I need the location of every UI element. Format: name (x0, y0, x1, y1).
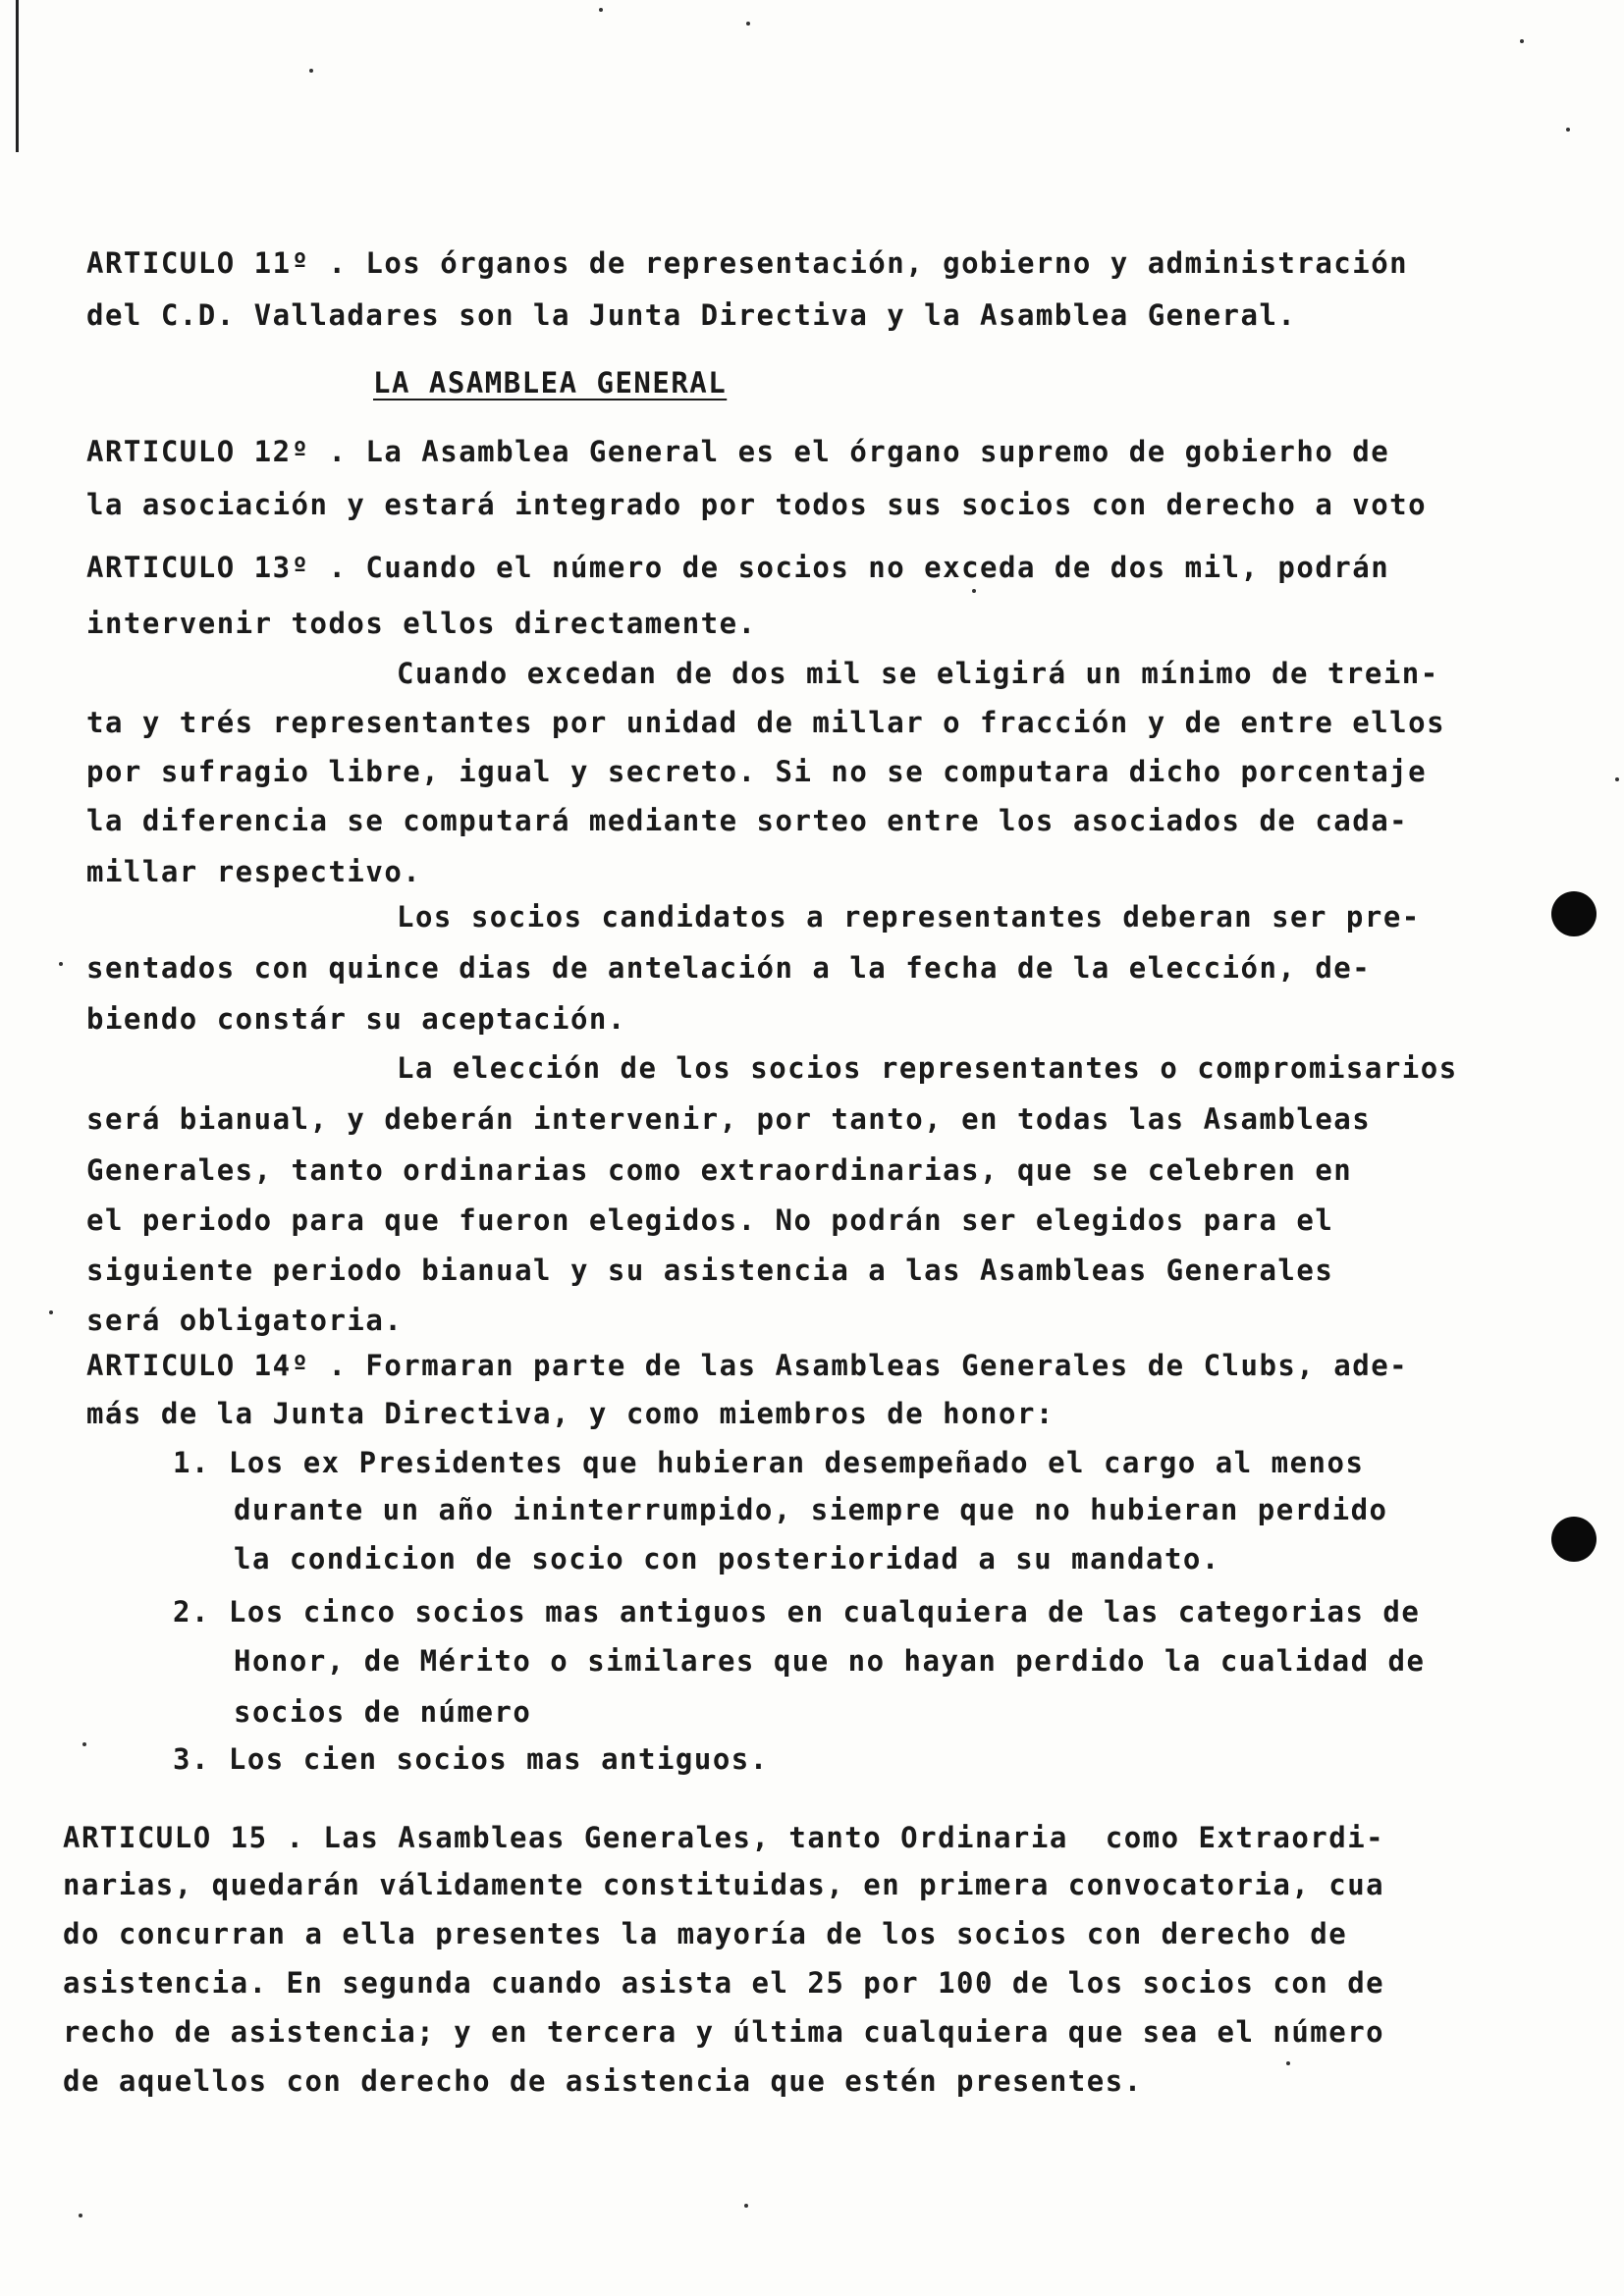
text-line: Cuando excedan de dos mil se eligirá un mínimo de trein- (397, 657, 1439, 690)
text-line: asistencia. En segunda cuando asista el 25 por 100 de los socios con de (63, 1966, 1385, 2000)
text-line: ARTICULO 13º . Cuando el número de socios no exceda de dos mil, podrán (86, 551, 1390, 584)
text-line: sentados con quince dias de antelación a la fecha de la elección, de- (86, 951, 1372, 985)
speck (59, 962, 63, 966)
text-line: ARTICULO 12º . La Asamblea General es el órgano supremo de gobierho de (86, 435, 1390, 468)
text-line: ARTICULO 11º . Los órganos de representación, gobierno y administración (86, 246, 1409, 280)
speck (744, 2204, 748, 2208)
speck (972, 589, 976, 593)
text-line: Generales, tanto ordinarias como extraordinarias, que se celebren en (86, 1153, 1353, 1187)
text-line: será obligatoria. (86, 1304, 404, 1337)
text-line: La elección de los socios representantes o compromisarios (397, 1051, 1458, 1085)
speck (79, 2214, 82, 2217)
text-line: ARTICULO 14º . Formaran parte de las Asambleas Generales de Clubs, ade- (86, 1349, 1409, 1382)
speck (746, 22, 750, 26)
speck (82, 1742, 86, 1746)
text-line: será bianual, y deberán intervenir, por tanto, en todas las Asambleas (86, 1102, 1372, 1136)
text-line: del C.D. Valladares son la Junta Directiva y la Asamblea General. (86, 298, 1297, 332)
punch-hole-bottom (1551, 1517, 1597, 1562)
list-item: 3. Los cien socios mas antiguos. (173, 1742, 769, 1776)
text-line: la diferencia se computará mediante sorteo entre los asociados de cada- (86, 804, 1409, 837)
punch-hole-top (1551, 891, 1597, 936)
speck (1615, 777, 1619, 781)
speck (49, 1310, 53, 1314)
text-line: intervenir todos ellos directamente. (86, 607, 757, 640)
speck (1520, 39, 1524, 43)
text-line: por sufragio libre, igual y secreto. Si no se computara dicho porcentaje (86, 755, 1428, 788)
list-item-continuation: la condicion de socio con posterioridad a su mandato. (234, 1542, 1220, 1575)
text-line: más de la Junta Directiva, y como miembros de honor: (86, 1397, 1055, 1430)
text-line: la asociación y estará integrado por todos sus socios con derecho a voto (86, 488, 1428, 521)
section-heading: LA ASAMBLEA GENERAL (373, 366, 728, 400)
text-line: ta y trés representantes por unidad de millar o fracción y de entre ellos (86, 706, 1446, 739)
text-line: siguiente periodo bianual y su asistencia a las Asambleas Generales (86, 1254, 1334, 1287)
list-item: 2. Los cinco socios mas antiguos en cualquiera de las categorias de (173, 1595, 1421, 1629)
text-line: narias, quedarán válidamente constituidas, en primera convocatoria, cua (63, 1868, 1385, 1901)
speck (1286, 2061, 1290, 2065)
speck (599, 8, 603, 12)
list-item-continuation: durante un año ininterrumpido, siempre que no hubieran perdido (234, 1493, 1388, 1526)
text-line: ARTICULO 15 . Las Asambleas Generales, tanto Ordinaria como Extraordi- (63, 1821, 1385, 1854)
speck (309, 69, 313, 73)
list-item-continuation: Honor, de Mérito o similares que no hayan perdido la cualidad de (234, 1644, 1426, 1678)
text-line: de aquellos con derecho de asistencia que estén presentes. (63, 2064, 1143, 2098)
list-item-continuation: socios de número (234, 1695, 532, 1729)
text-line: recho de asistencia; y en tercera y última cualquiera que sea el número (63, 2015, 1385, 2049)
text-line: el periodo para que fueron elegidos. No podrán ser elegidos para el (86, 1203, 1334, 1237)
text-line: biendo constár su aceptación. (86, 1002, 626, 1036)
list-item: 1. Los ex Presidentes que hubieran desempeñado el cargo al menos (173, 1446, 1365, 1479)
text-line: millar respectivo. (86, 855, 422, 888)
page-edge-mark (16, 0, 19, 152)
text-line: Los socios candidatos a representantes deberan ser pre- (397, 900, 1421, 934)
text-line: do concurran a ella presentes la mayoría de los socios con derecho de (63, 1917, 1348, 1950)
speck (1566, 128, 1570, 132)
